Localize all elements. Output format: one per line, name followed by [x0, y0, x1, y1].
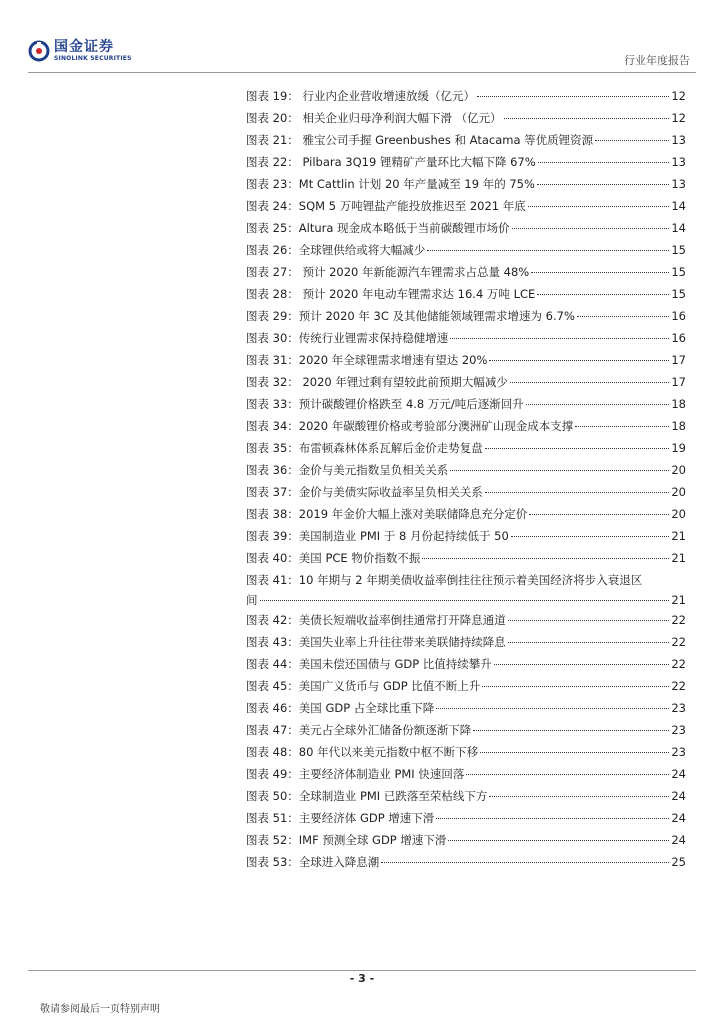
toc-entry[interactable]: [246, 678, 686, 700]
toc-entry[interactable]: [246, 176, 686, 198]
toc-entry[interactable]: [246, 832, 686, 854]
page-header: [0, 0, 724, 80]
toc-leader-dots: [480, 752, 669, 753]
toc-entry[interactable]: [246, 854, 686, 876]
toc-leader-dots: [595, 140, 669, 141]
toc-entry-page: 12: [671, 89, 686, 103]
toc-entry[interactable]: [246, 612, 686, 634]
toc-entry-page: 22: [671, 679, 686, 693]
toc-entry[interactable]: [246, 264, 686, 286]
toc-entry-page: 16: [671, 331, 686, 345]
toc-leader-dots: [537, 294, 669, 295]
toc-entry-page: 15: [671, 287, 686, 301]
toc-leader-dots: [489, 796, 669, 797]
toc-entry-page: 18: [671, 397, 686, 411]
toc-entry[interactable]: [246, 484, 686, 506]
toc-entry-label: 图表 19： 行业内企业营收增速放缓（亿元）: [246, 89, 475, 103]
toc-entry-page: 22: [671, 635, 686, 649]
toc-leader-dots: [526, 404, 670, 405]
toc-leader-dots: [577, 316, 669, 317]
toc-entry-page: 12: [671, 111, 686, 125]
toc-entry-label: 图表 45：美国广义货币与 GDP 比值不断上升: [246, 679, 481, 693]
toc-entry[interactable]: [246, 88, 686, 110]
toc-entry-page: 23: [671, 745, 686, 759]
toc-leader-dots: [450, 338, 669, 339]
toc-entry[interactable]: [246, 634, 686, 656]
logo-cn-text: 国金证券: [54, 39, 114, 55]
toc-entry-page: 19: [671, 441, 686, 455]
toc-entry-page: 23: [671, 723, 686, 737]
toc-entry-label: 图表 52：IMF 预测全球 GDP 增速下滑: [246, 833, 447, 847]
toc-entry-page: 22: [671, 657, 686, 671]
toc-leader-dots: [510, 382, 669, 383]
toc-leader-dots: [538, 162, 670, 163]
toc-leader-dots: [537, 184, 669, 185]
toc-entry-page: 21: [671, 529, 686, 543]
toc-leader-dots: [482, 686, 669, 687]
toc-entry-label: 图表 38：2019 年金价大幅上涨对美联储降息充分定价: [246, 507, 528, 521]
toc-entry-page: 17: [671, 375, 686, 389]
toc-entry-page: 15: [671, 265, 686, 279]
toc-entry-label: 图表 32： 2020 年锂过剩有望较此前预期大幅减少: [246, 375, 508, 389]
toc-entry-page: 13: [671, 133, 686, 147]
toc-entry-label: 图表 26：全球锂供给或将大幅减少: [246, 243, 426, 257]
toc-entry[interactable]: [246, 286, 686, 308]
toc-entry-page: 20: [671, 485, 686, 499]
header-divider: [28, 72, 696, 73]
toc-leader-dots: [489, 360, 669, 361]
sinolink-logo-icon: [28, 40, 50, 62]
toc-entry-label: 图表 46：美国 GDP 占全球比重下降: [246, 701, 435, 715]
toc-entry[interactable]: [246, 462, 686, 484]
toc-leader-dots: [485, 492, 670, 493]
toc-leader-dots: [529, 514, 669, 515]
toc-entry[interactable]: [246, 440, 686, 462]
toc-entry-page: 17: [671, 353, 686, 367]
footer-divider: [28, 970, 696, 971]
report-type: 行业年度报告: [624, 54, 690, 67]
toc-leader-dots: [466, 774, 669, 775]
toc-leader-dots: [477, 96, 669, 97]
toc-leader-dots: [508, 620, 670, 621]
toc-entry-label: 图表 39：美国制造业 PMI 于 8 月份起持续低于 50: [246, 529, 509, 543]
toc-entry-page: 24: [671, 833, 686, 847]
toc-entry-label: 图表 29：预计 2020 年 3C 及其他储能领域锂需求增速为 6.7%: [246, 309, 575, 323]
toc-entry[interactable]: [246, 550, 686, 572]
toc-entry-page: 21: [671, 593, 686, 607]
disclaimer-text: 敬请参阅最后一页特别声明: [40, 1004, 160, 1015]
toc-entry-label-continued: 间: [246, 593, 258, 607]
toc-entry[interactable]: [246, 154, 686, 176]
toc-leader-dots: [575, 426, 669, 427]
toc-entry[interactable]: [246, 766, 686, 788]
toc-entry[interactable]: [246, 308, 686, 330]
toc-entry-page: 24: [671, 767, 686, 781]
toc-entry-label: 图表 34：2020 年碳酸锂价格或考验部分澳洲矿山现金成本支撑: [246, 419, 574, 433]
toc-entry[interactable]: [246, 788, 686, 810]
toc-entry-wrapped[interactable]: [246, 572, 686, 612]
toc-leader-dots: [512, 228, 670, 229]
toc-entry-label: 图表 50：全球制造业 PMI 已跌落至荣枯线下方: [246, 789, 488, 803]
toc-leader-dots: [381, 862, 669, 863]
toc-entry[interactable]: [246, 418, 686, 440]
toc-leader-dots: [427, 250, 669, 251]
toc-entry-page: 23: [671, 701, 686, 715]
toc-entry-page: 13: [671, 155, 686, 169]
toc-entry-label: 图表 41：10 年期与 2 年期美债收益率倒挂往往预示着美国经济将步入衰退区: [246, 573, 643, 587]
toc-leader-dots: [511, 536, 670, 537]
toc-entry-page: 24: [671, 811, 686, 825]
toc-entry-label: 图表 25：Altura 现金成本略低于当前碳酸锂市场价: [246, 221, 510, 235]
toc-entry[interactable]: [246, 506, 686, 528]
toc-leader-dots: [436, 708, 669, 709]
toc-entry-label: 图表 44：美国未偿还国债与 GDP 比值持续攀升: [246, 657, 492, 671]
toc-entry-label: 图表 23：Mt Cattlin 计划 20 年产量减至 19 年的 75%: [246, 177, 535, 191]
toc-entry-label: 图表 49：主要经济体制造业 PMI 快速回落: [246, 767, 465, 781]
toc-entry-page: 24: [671, 789, 686, 803]
toc-entry-label: 图表 27： 预计 2020 年新能源汽车锂需求占总量 48%: [246, 265, 530, 279]
toc-entry-label: 图表 35：布雷顿森林体系瓦解后金价走势复盘: [246, 441, 483, 455]
toc-entry-page: 25: [671, 855, 686, 869]
toc-entry[interactable]: [246, 330, 686, 352]
toc-entry-label: 图表 22： Pilbara 3Q19 锂精矿产量环比大幅下降 67%: [246, 155, 536, 169]
toc-entry-label: 图表 28： 预计 2020 年电动车锂需求达 16.4 万吨 LCE: [246, 287, 536, 301]
toc-entry-label: 图表 21： 雅宝公司手握 Greenbushes 和 Atacama 等优质锂资源: [246, 133, 594, 147]
toc-entry-page: 21: [671, 551, 686, 565]
toc-entry[interactable]: [246, 374, 686, 396]
toc-entry[interactable]: [246, 700, 686, 722]
toc-entry-page: 20: [671, 507, 686, 521]
toc-entry-label: 图表 43：美国失业率上升往往带来美联储持续降息: [246, 635, 506, 649]
toc-entry-page: 16: [671, 309, 686, 323]
logo-en-text: SINOLINK SECURITIES: [54, 55, 132, 62]
toc-entry-label: 图表 51：主要经济体 GDP 增速下滑: [246, 811, 435, 825]
toc-leader-dots: [436, 818, 669, 819]
toc-entry-label: 图表 31：2020 年全球锂需求增速有望达 20%: [246, 353, 488, 367]
toc-entry[interactable]: [246, 198, 686, 220]
toc-entry-label: 图表 36：金价与美元指数呈负相关关系: [246, 463, 449, 477]
toc-entry-page: 20: [671, 463, 686, 477]
toc-leader-dots: [450, 470, 669, 471]
table-of-figures: [246, 88, 686, 876]
toc-leader-dots: [494, 664, 670, 665]
toc-leader-dots: [528, 206, 670, 207]
toc-entry-page: 15: [671, 243, 686, 257]
toc-entry-page: 22: [671, 613, 686, 627]
toc-entry-label: 图表 42：美债长短端收益率倒挂通常打开降息通道: [246, 613, 506, 627]
toc-leader-dots: [422, 558, 669, 559]
toc-entry-label: 图表 40：美国 PCE 物价指数不振: [246, 551, 421, 565]
toc-entry[interactable]: [246, 220, 686, 242]
toc-entry-page: 14: [671, 199, 686, 213]
toc-entry[interactable]: [246, 722, 686, 744]
toc-entry-label: 图表 37：金价与美债实际收益率呈负相关关系: [246, 485, 483, 499]
toc-entry[interactable]: [246, 242, 686, 264]
toc-entry[interactable]: [246, 110, 686, 132]
toc-entry[interactable]: [246, 352, 686, 374]
sinolink-logo: [28, 40, 132, 62]
page-number: - 3 -: [349, 972, 375, 985]
toc-entry-label: 图表 24：SQM 5 万吨锂盐产能投放推迟至 2021 年底: [246, 199, 526, 213]
toc-entry[interactable]: [246, 528, 686, 550]
toc-entry-page: 18: [671, 419, 686, 433]
toc-entry[interactable]: [246, 656, 686, 678]
toc-entry-label: 图表 20： 相关企业归母净利润大幅下滑 （亿元）: [246, 111, 502, 125]
toc-entry-label: 图表 33：预计碳酸锂价格跌至 4.8 万元/吨后逐渐回升: [246, 397, 524, 411]
toc-entry[interactable]: [246, 810, 686, 832]
toc-leader-dots: [448, 840, 669, 841]
toc-entry[interactable]: [246, 132, 686, 154]
toc-entry-label: 图表 30：传统行业锂需求保持稳健增速: [246, 331, 449, 345]
toc-entry[interactable]: [246, 744, 686, 766]
toc-leader-dots: [531, 272, 669, 273]
toc-entry-page: 14: [671, 221, 686, 235]
toc-leader-dots: [260, 600, 670, 601]
toc-entry-label: 图表 48：80 年代以来美元指数中枢不断下移: [246, 745, 479, 759]
toc-leader-dots: [508, 642, 670, 643]
toc-entry-label: 图表 53：全球进入降息潮: [246, 855, 380, 869]
toc-leader-dots: [504, 118, 670, 119]
toc-entry[interactable]: [246, 396, 686, 418]
toc-entry-label: 图表 47：美元占全球外汇储备份额逐渐下降: [246, 723, 472, 737]
toc-entry-page: 13: [671, 177, 686, 191]
toc-leader-dots: [485, 448, 670, 449]
toc-leader-dots: [473, 730, 669, 731]
